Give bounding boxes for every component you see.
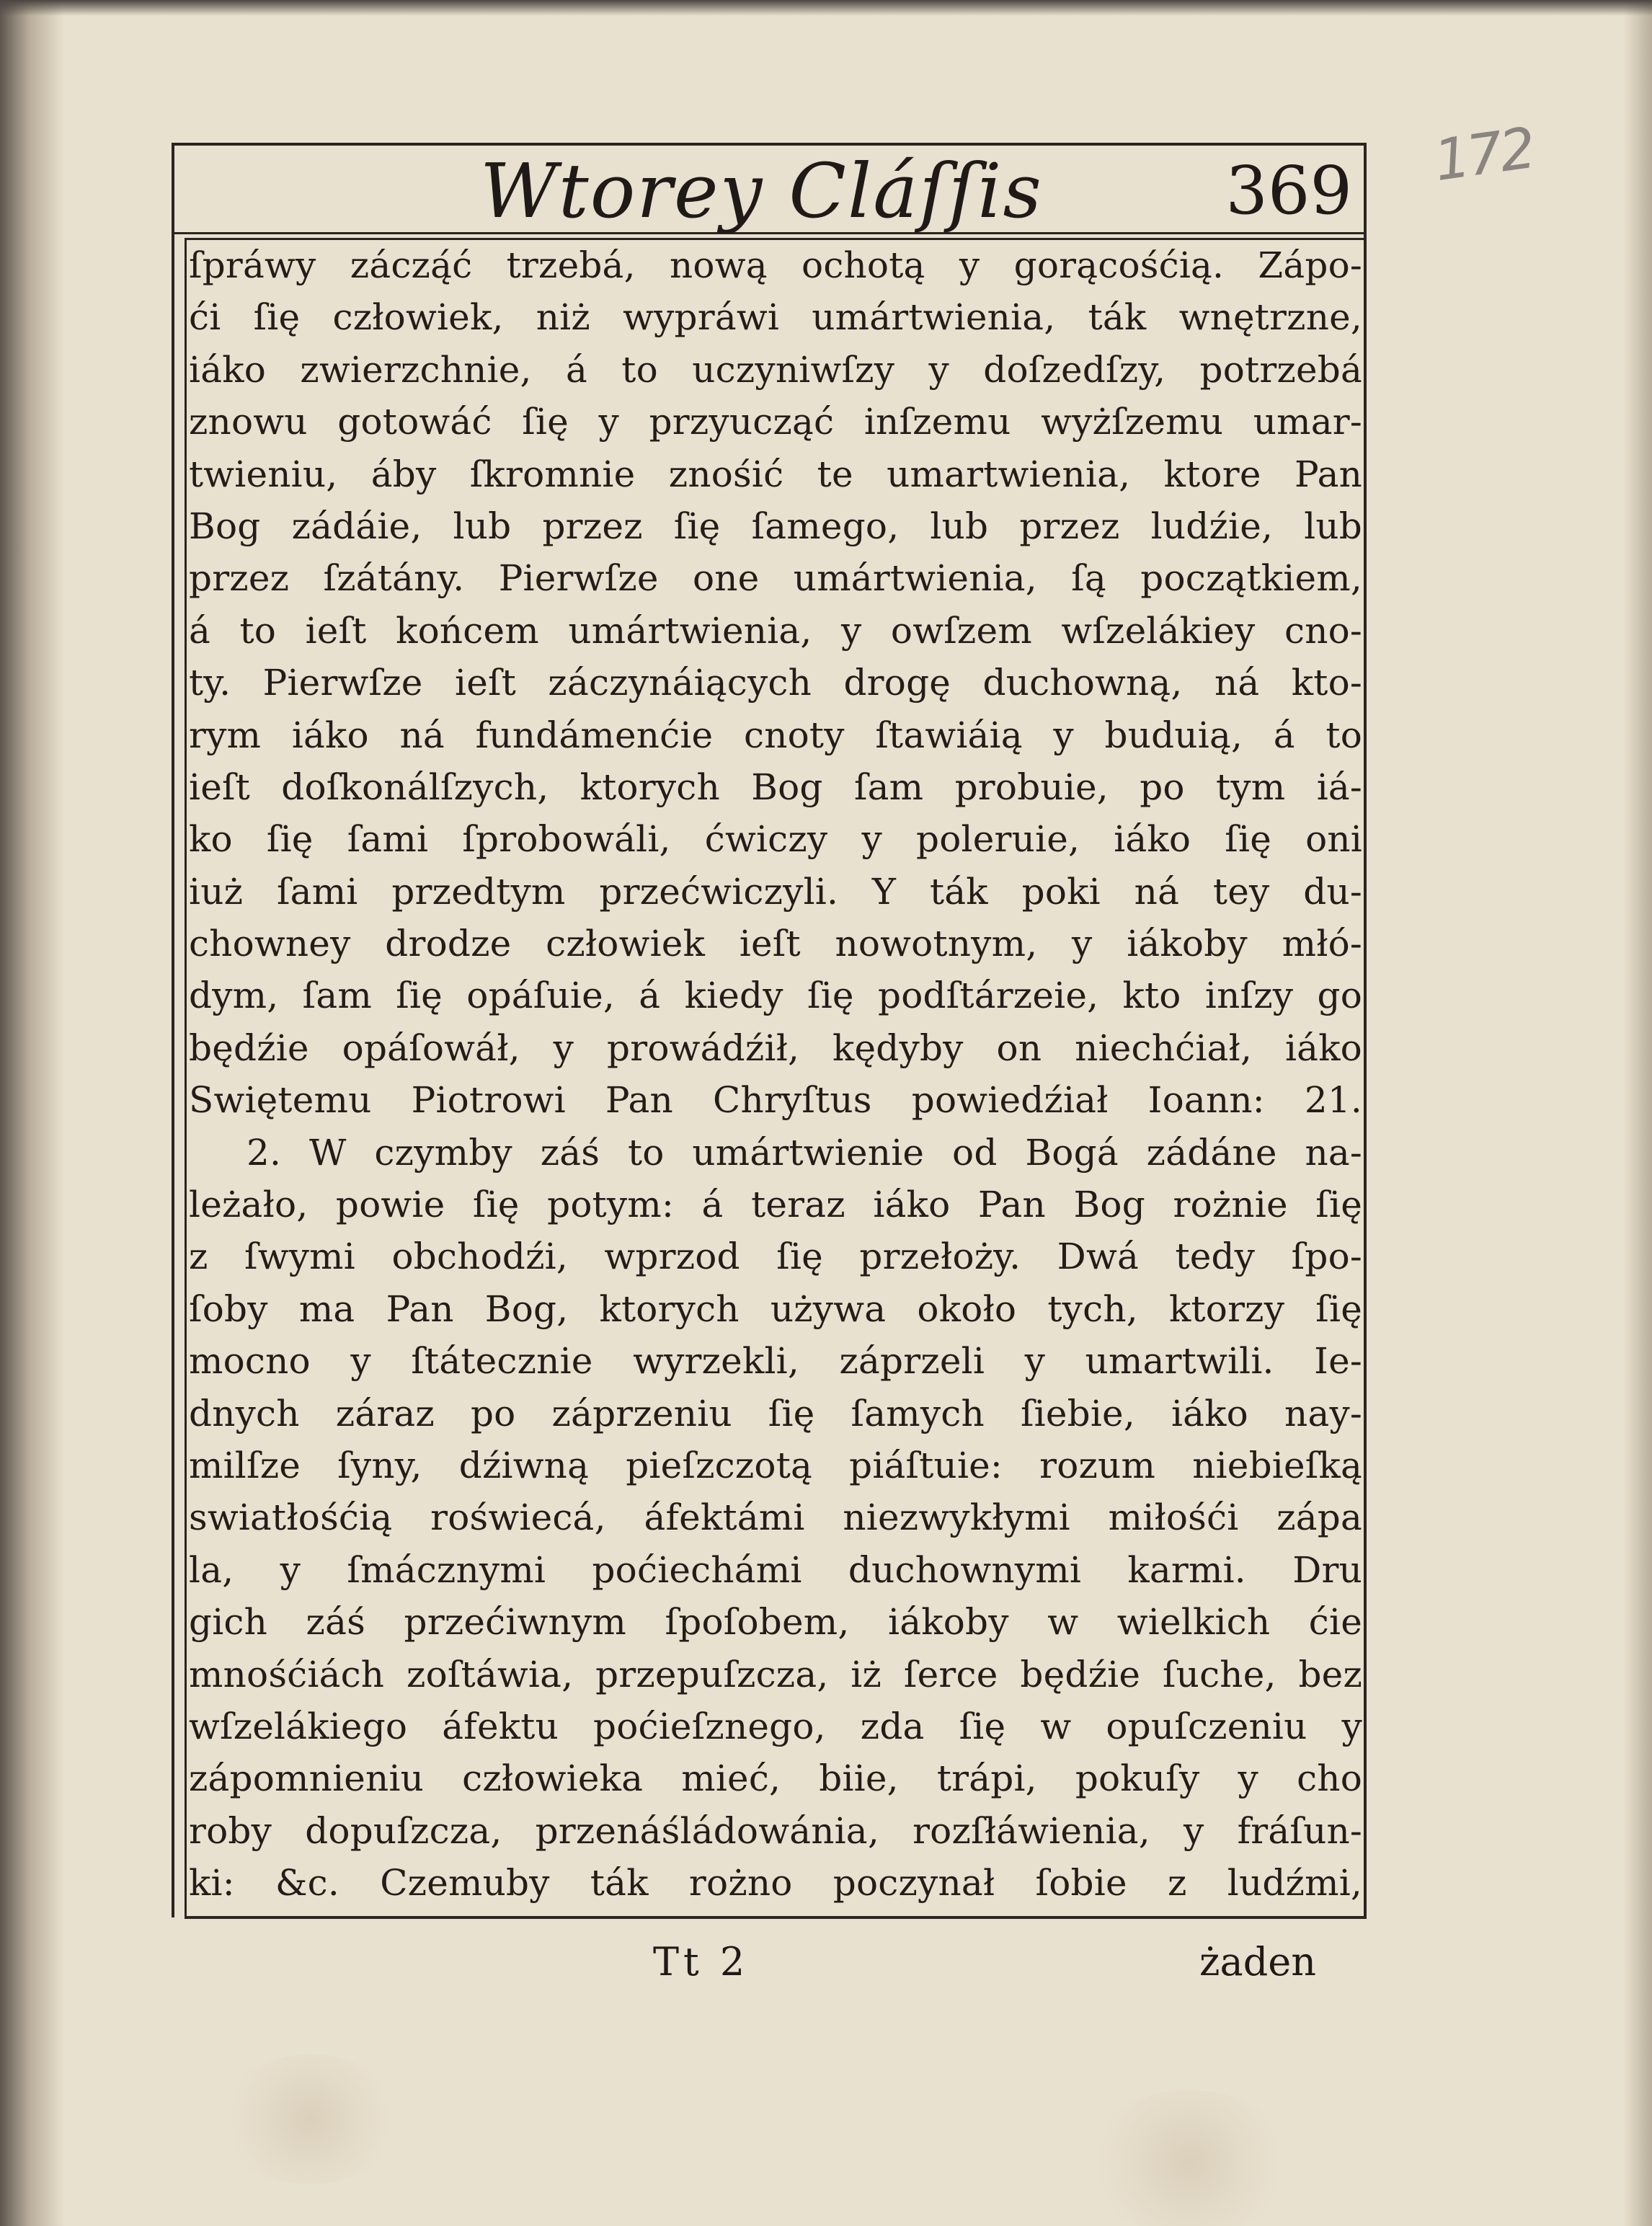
signature-mark: Tt 2 [653, 1939, 750, 1985]
text-line: ki: &c. Czemuby ták rożno poczynał ſobie z ludźmi, [189, 1862, 1362, 1904]
paragraph-start-line: 2. W czymby záś to umártwienie od Bogá zádáne na- [247, 1131, 1362, 1174]
page-number: 369 [1225, 152, 1352, 229]
paper-stain [216, 2054, 404, 2184]
text-line: ſoby ma Pan Bog, ktorych używa około tych, ktorzy ſię [189, 1287, 1362, 1330]
text-line: ſpráwy záczą́ć trzebá, nową ochotą y gorącośćią. Zápo- [189, 244, 1362, 286]
text-line: iáko zwierzchnie, á to uczyniwſzy y doſzedſzy, potrzebá [189, 348, 1362, 391]
paper-stain [1081, 2090, 1297, 2226]
text-line: la, y ſmácznymi poćiechámi duchownymi karmi. Dru [189, 1548, 1362, 1591]
text-line: gich záś przećiwnym ſpoſobem, iákoby w wielkich ćie [189, 1601, 1362, 1644]
text-line: znowu gotowáć ſię y przyucząć inſzemu wyżſzemu umar- [189, 401, 1362, 443]
text-line: przez ſzátány. Pierwſze one umártwienia, ſą początkiem, [189, 557, 1362, 600]
running-head-title: Wtorey Cláſſis [480, 147, 1043, 235]
text-line: wſzelákiego áfektu poćieſznego, zda ſię w opuſczeniu y [189, 1705, 1362, 1747]
text-line: twieniu, áby ſkromnie znośić te umartwienia, ktore Pan [189, 453, 1362, 495]
text-line: milſze ſyny, dźiwną pieſzczotą piáſtuie: rozum niebieſką [189, 1444, 1362, 1486]
page-footer [185, 1919, 1367, 2005]
text-line: rym iáko ná fundámenćie cnoty ſtawiáią y buduią, á to [189, 714, 1362, 756]
gutter-shadow [0, 0, 65, 2226]
text-line: mocno y ſtátecznie wyrzekli, záprzeli y umartwili. Ie- [189, 1340, 1362, 1383]
top-edge-shadow [0, 0, 1652, 16]
text-line: ko ſię ſami ſprobowáli, ćwiczy y poleruie, iáko ſię oni [189, 818, 1362, 861]
text-line: Swiętemu Piotrowi Pan Chryſtus powiedźiał Ioann: 21. [189, 1079, 1362, 1122]
text-line: ty. Pierwſze ieſt záczynáiących drogę duchowną, ná kto- [189, 662, 1362, 704]
text-line: mnośćiách zoſtáwia, przepuſzcza, iż ſerce będźie ſuche, bez [189, 1653, 1362, 1695]
text-line: Bog zádáie, lub przez ſię ſamego, lub przez ludźie, lub [189, 505, 1362, 547]
text-line: á to ieſt końcem umártwienia, y owſzem wſzelákiey cno- [189, 609, 1362, 652]
text-line: dym, ſam ſię opáſuie, á kiedy ſię podſtárzeie, kto inſzy go [189, 975, 1362, 1017]
body-text [189, 239, 1362, 1910]
text-line: z ſwymi obchodźi, wprzod ſię przełoży. Dwá tedy ſpo- [189, 1236, 1362, 1278]
text-line: ći ſię człowiek, niż wypráwi umártwienia, ták wnętrzne, [189, 296, 1362, 339]
text-line: ieſt doſkonálſzych, ktorych Bog ſam probuie, po tym iá- [189, 766, 1362, 808]
text-line: iuż ſami przedtym przećwiczyli. Y ták poki ná tey du- [189, 870, 1362, 913]
text-line: roby dopuſzcza, przenáśládowánia, rozſłáwienia, y fráſun- [189, 1809, 1362, 1852]
page-edge-shadow [1623, 0, 1652, 2226]
text-line: będźie opáſowáł, y prowádźił, kędyby on niechćiał, iáko [189, 1026, 1362, 1069]
catchword: żaden [1199, 1939, 1316, 1985]
text-line: chowney drodze człowiek ieſt nowotnym, y iákoby młó- [189, 923, 1362, 965]
text-line: leżało, powie ſię potym: á teraz iáko Pan Bog rożnie ſię [189, 1184, 1362, 1226]
pencil-folio-number: 172 [1430, 115, 1537, 195]
text-line: dnych záraz po záprzeniu ſię ſamych ſiebie, iáko nay- [189, 1392, 1362, 1435]
text-line: zápomnieniu człowieka mieć, biie, trápi, pokuſy y cho [189, 1757, 1362, 1800]
running-head [185, 144, 1367, 238]
text-line: swiatłośćią roświecá, áfektámi niezwykłymi miłośći zápa [189, 1496, 1362, 1539]
